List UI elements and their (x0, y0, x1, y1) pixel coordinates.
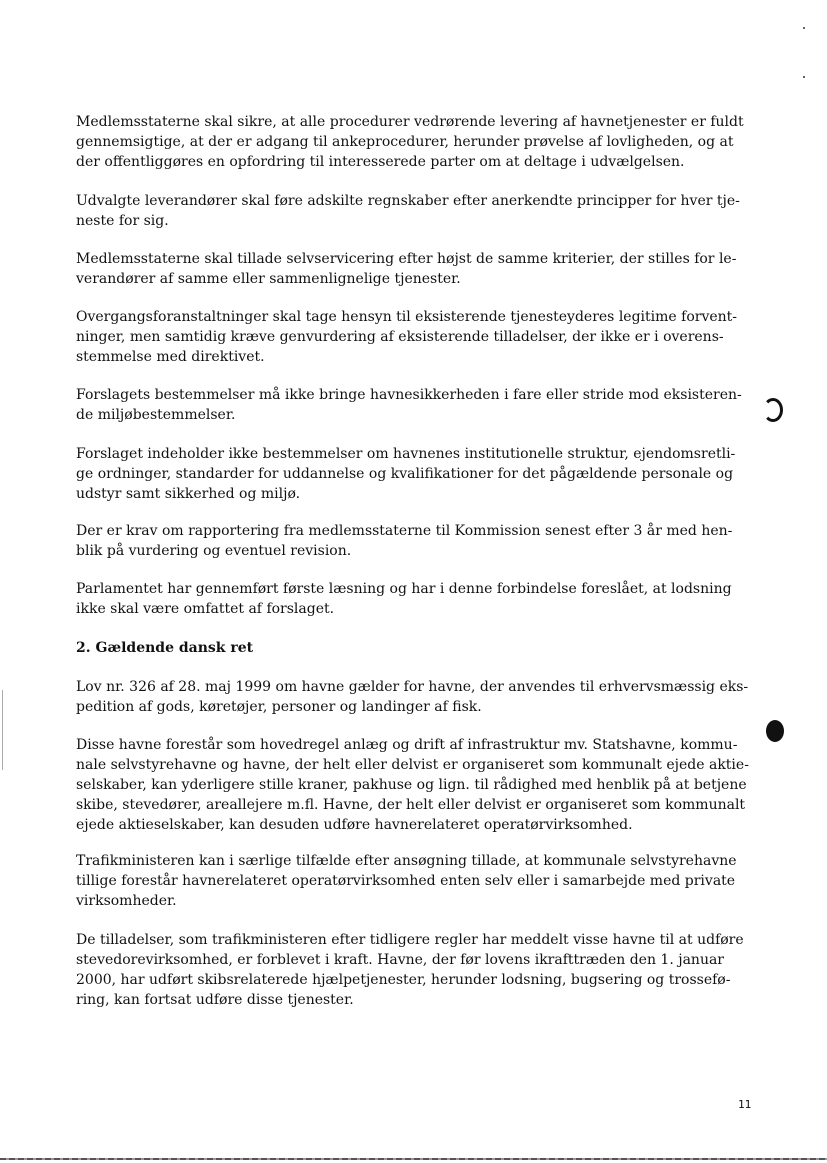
scan-speck (803, 27, 805, 29)
text-line: der offentliggøres en opfordring til interesserede parter om at deltage i udvælgelsen. (76, 154, 685, 170)
paragraph (76, 112, 752, 172)
paragraph (76, 930, 752, 1010)
text-line: Forslagets bestemmelser må ikke bringe havnesikkerheden i fare eller stride mod eksisteren- (76, 387, 742, 403)
punch-hole-icon (763, 398, 783, 422)
text-line: virksomheder. (76, 893, 177, 909)
text-line: skibe, stevedører, areallejere m.fl. Havne, der helt eller delvist er organiseret som kommunalt (76, 797, 746, 813)
text-line: Parlamentet har gennemført første læsning og har i denne forbindelse foreslået, at lodsning (76, 581, 732, 597)
text-line: tillige forestår havnerelateret operatørvirksomhed enten selv eller i samarbejde med private (76, 873, 736, 889)
text-line: gennemsigtige, at der er adgang til ankeprocedurer, herunder prøvelse af lovligheden, og at (76, 134, 734, 150)
paragraph (76, 307, 752, 367)
text-line: ge ordninger, standarder for uddannelse og kvalifikationer for det pågældende personale og (76, 466, 734, 482)
text-line: Der er krav om rapportering fra medlemsstaterne til Kommission senest efter 3 år med hen- (76, 523, 733, 539)
paragraph (76, 851, 752, 911)
section-heading: 2. Gældende dansk ret (76, 640, 254, 656)
text-line: De tilladelser, som trafikministeren efter tidligere regler har meddelt visse havne til at udføre (76, 932, 744, 948)
text-line: pedition af gods, køretøjer, personer og landinger af fisk. (76, 699, 482, 715)
paragraph (76, 579, 752, 619)
text-line: ninger, men samtidig kræve genvurdering af eksisterende tilladelser, der ikke er i overens- (76, 329, 724, 345)
text-line: ring, kan fortsat udføre disse tjenester. (76, 992, 354, 1008)
paragraph (76, 444, 752, 504)
text-line: Udvalgte leverandører skal føre adskilte regnskaber efter anerkendte principper for hver tje- (76, 193, 740, 209)
text-line: 2000, har udført skibsrelaterede hjælpetjenester, herunder lodsning, bugsering og trossefø- (76, 972, 731, 988)
scan-bottom-edge (0, 1158, 827, 1160)
paragraph (76, 735, 752, 835)
text-line: de miljøbestemmelser. (76, 407, 236, 423)
text-line: Medlemsstaterne skal sikre, at alle procedurer vedrørende levering af havnetjenester er fuldt (76, 114, 744, 130)
text-line: udstyr samt sikkerhed og miljø. (76, 486, 301, 502)
text-line: Forslaget indeholder ikke bestemmelser om havnenes institutionelle struktur, ejendomsretli- (76, 446, 736, 462)
text-line: Medlemsstaterne skal tillade selvservicering efter højst de samme kriterier, der stilles for le- (76, 251, 737, 267)
paragraph (76, 677, 752, 717)
text-line: blik på vurdering og eventuel revision. (76, 543, 352, 559)
text-line: Disse havne forestår som hovedregel anlæg og drift af infrastruktur mv. Statshavne, kommu- (76, 737, 738, 753)
text-line: stevedorevirksomhed, er forblevet i kraft. Havne, der før lovens ikrafttræden den 1. januar (76, 952, 724, 968)
text-line: verandører af samme eller sammenlignelige tjenester. (76, 271, 461, 287)
text-line: stemmelse med direktivet. (76, 349, 265, 365)
text-line: selskaber, kan yderligere stille kraner, pakhuse og lign. til rådighed med henblik på at betjene (76, 777, 747, 793)
text-line: ikke skal være omfattet af forslaget. (76, 601, 335, 617)
paragraph (76, 249, 752, 289)
scan-edge-mark (2, 690, 3, 770)
text-line: Trafikministeren kan i særlige tilfælde efter ansøgning tillade, at kommunale selvstyrehavne (76, 853, 737, 869)
text-line: nale selvstyrehavne og havne, der helt eller delvist er organiseret som kommunalt ejede aktie- (76, 757, 749, 773)
text-line: neste for sig. (76, 213, 169, 229)
paragraph (76, 521, 752, 561)
punch-hole-icon (766, 720, 784, 742)
text-line: Overgangsforanstaltninger skal tage hensyn til eksisterende tjenesteyderes legitime forvent- (76, 309, 738, 325)
text-line: Lov nr. 326 af 28. maj 1999 om havne gælder for havne, der anvendes til erhvervsmæssig eks- (76, 679, 749, 695)
scan-speck (803, 76, 805, 78)
page-number: 11 (738, 1098, 752, 1111)
text-line: ejede aktieselskaber, kan desuden udføre havnerelateret operatørvirksomhed. (76, 817, 633, 833)
paragraph (76, 191, 752, 231)
paragraph (76, 385, 752, 425)
